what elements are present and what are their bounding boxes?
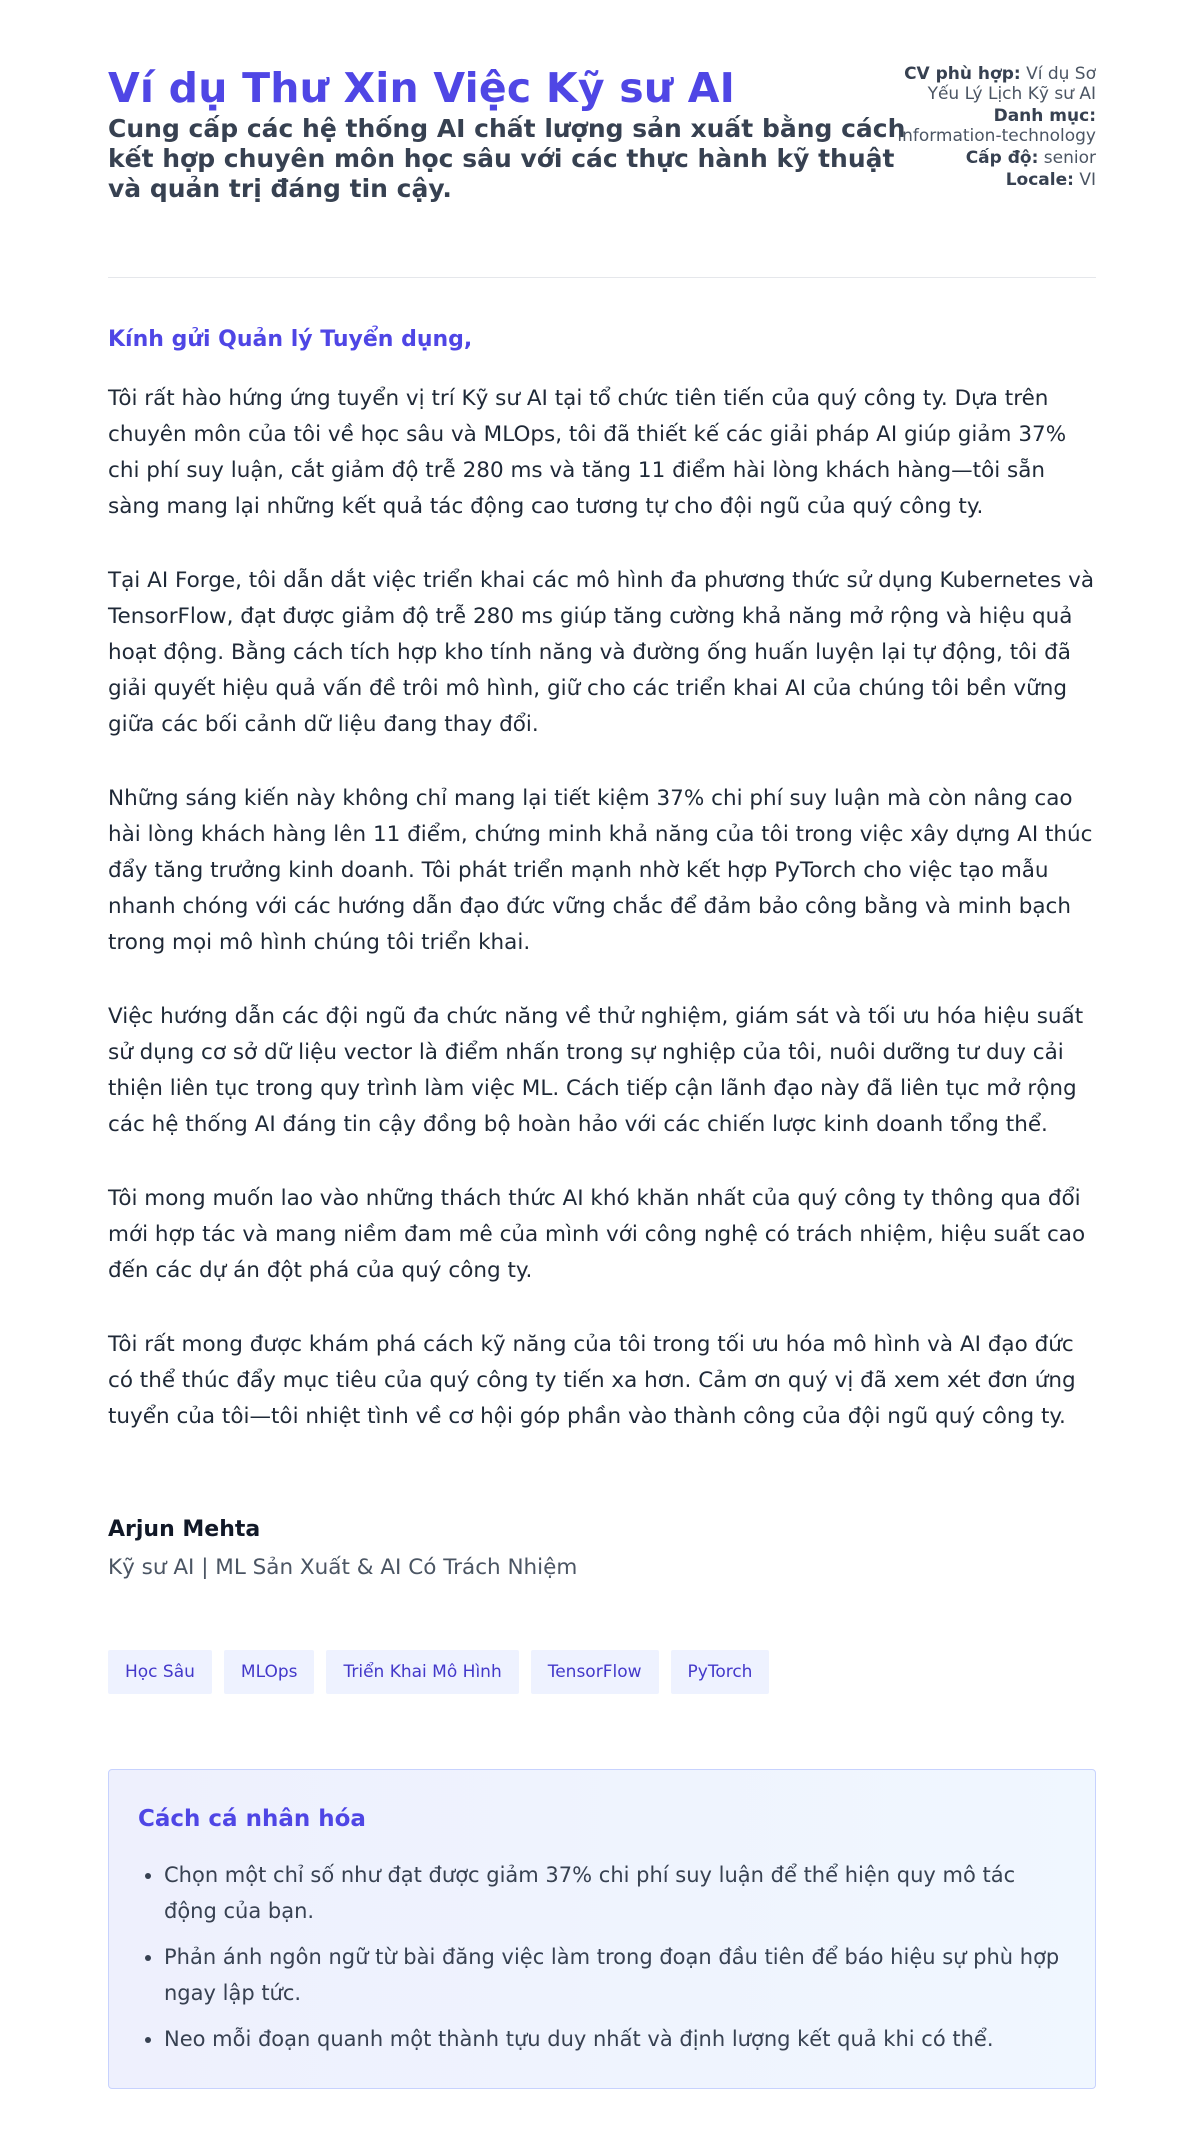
- letter-paragraph: Tôi mong muốn lao vào những thách thức AI khó khăn nhất của quý công ty thông qua đổi mới hợp tác và mang niềm đam mê của mình với công nghệ có trách nhiệm, hiệu suất cao đến các dự án đột phá của quý công ty.: [108, 1186, 1086, 1283]
- meta-panel: [896, 64, 1096, 192]
- personalization-tips: [108, 1769, 1096, 2089]
- letter-paragraph: Những sáng kiến này không chỉ mang lại tiết kiệm 37% chi phí suy luận mà còn nâng cao hài lòng khách hàng lên 11 điểm, chứng minh khả năng của tôi trong việc xây dựng AI thúc đẩy tăng trưởng kinh doanh. Tôi phát triển mạnh nhờ kết hợp PyTorch cho việc tạo mẫu nhanh chóng với các hướng dẫn đạo đức vững chắc để đảm bảo công bằng và minh bạch trong mọi mô hình chúng tôi triển khai.: [108, 786, 1093, 955]
- meta-cv-label: CV phù hợp:: [904, 64, 1021, 84]
- tip-item: • Chọn một chỉ số như đạt được giảm 37% chi phí suy luận để thể hiện quy mô tác động của bạn.: [164, 1857, 1064, 1929]
- page-title: Ví dụ Thư Xin Việc Kỹ sư AI: [108, 64, 736, 112]
- signature: [108, 1514, 1096, 1584]
- meta-level: [896, 148, 1096, 168]
- skill-tag[interactable]: Triển Khai Mô Hình: [326, 1650, 518, 1694]
- skill-tag[interactable]: TensorFlow: [531, 1650, 659, 1694]
- signature-title: Kỹ sư AI | ML Sản Xuất & AI Có Trách Nhiệm: [108, 1555, 578, 1580]
- skill-tag[interactable]: PyTorch: [671, 1650, 770, 1694]
- header: [108, 62, 1096, 272]
- tip-item: • Neo mỗi đoạn quanh một thành tựu duy nhất và định lượng kết quả khi có thể.: [164, 2021, 1064, 2057]
- skill-tags: [108, 1650, 769, 1694]
- letter-paragraph: Tôi rất hào hứng ứng tuyển vị trí Kỹ sư AI tại tổ chức tiên tiến của quý công ty. Dựa trên chuyên môn của tôi về học sâu và MLOps, tôi đã thiết kế các giải pháp AI giúp giảm 37% chi phí suy luận, cắt giảm độ trễ 280 ms và tăng 11 điểm hài lòng khách hàng—tôi sẵn sàng mang lại những kết quả tác động cao tương tự cho đội ngũ của quý công ty.: [108, 386, 1067, 519]
- meta-category-value: information-technology: [897, 126, 1096, 146]
- meta-cv-value[interactable]: Ví dụ Sơ Yếu Lý Lịch Kỹ sư AI: [927, 64, 1096, 104]
- meta-locale: [896, 170, 1096, 190]
- meta-level-label: Cấp độ:: [965, 148, 1039, 168]
- letter-paragraph: Việc hướng dẫn các đội ngũ đa chức năng về thử nghiệm, giám sát và tối ưu hóa hiệu suất sử dụng cơ sở dữ liệu vector là điểm nhấn trong sự nghiệp của tôi, nuôi dưỡng tư duy cải thiện liên tục trong quy trình làm việc ML. Cách tiếp cận lãnh đạo này đã liên tục mở rộng các hệ thống AI đáng tin cậy đồng bộ hoàn hảo với các chiến lược kinh doanh tổng thể.: [108, 1004, 1084, 1137]
- tip-item: • Phản ánh ngôn ngữ từ bài đăng việc làm trong đoạn đầu tiên để báo hiệu sự phù hợp ngay lập tức.: [164, 1939, 1064, 2011]
- header-divider: [108, 277, 1096, 278]
- skill-tag[interactable]: MLOps: [224, 1650, 315, 1694]
- letter-paragraph: Tại AI Forge, tôi dẫn dắt việc triển khai các mô hình đa phương thức sử dụng Kubernetes và TensorFlow, đạt được giảm độ trễ 280 ms giúp tăng cường khả năng mở rộng và hiệu quả hoạt động. Bằng cách tích hợp kho tính năng và đường ống huấn luyện lại tự động, tôi đã giải quyết hiệu quả vấn đề trôi mô hình, giữ cho các triển khai AI của chúng tôi bền vững giữa các bối cảnh dữ liệu đang thay đổi.: [108, 568, 1094, 737]
- meta-cv: [896, 64, 1096, 104]
- meta-category-label: Danh mục:: [993, 106, 1096, 126]
- tips-list: [138, 1857, 1064, 2067]
- tips-title: Cách cá nhân hóa: [138, 1806, 366, 1832]
- salutation: Kính gửi Quản lý Tuyển dụng,: [108, 327, 473, 352]
- meta-level-value: senior: [1043, 148, 1096, 168]
- letter-paragraph: Tôi rất mong được khám phá cách kỹ năng của tôi trong tối ưu hóa mô hình và AI đạo đức có thể thúc đẩy mục tiêu của quý công ty tiến xa hơn. Cảm ơn quý vị đã xem xét đơn ứng tuyển của tôi—tôi nhiệt tình về cơ hội góp phần vào thành công của đội ngũ quý công ty.: [108, 1332, 1076, 1429]
- meta-locale-value: VI: [1079, 170, 1096, 190]
- page-subtitle: Cung cấp các hệ thống AI chất lượng sản xuất bằng cách kết hợp chuyên môn học sâu với các thực hành kỹ thuật và quản trị đáng tin cậy.: [108, 114, 906, 203]
- meta-locale-label: Locale:: [1005, 170, 1074, 190]
- skill-tag[interactable]: Học Sâu: [108, 1650, 212, 1694]
- signature-name: Arjun Mehta: [108, 1517, 261, 1542]
- letter-body: [108, 325, 1096, 1473]
- meta-category: [896, 106, 1096, 146]
